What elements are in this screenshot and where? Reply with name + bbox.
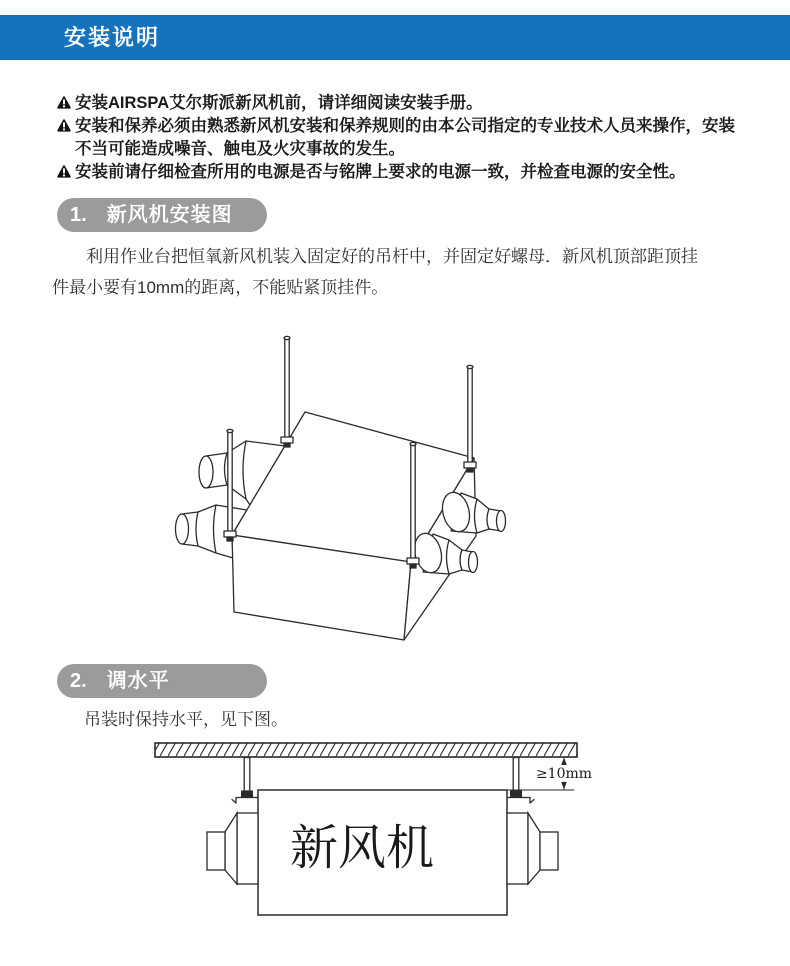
dimension-label: ≥10mm [535, 766, 593, 782]
section-title: 新风机安装图 [106, 204, 233, 226]
section-pill-1 [57, 198, 267, 232]
warning-text: 安装前请仔细检查所用的电源是否与铭牌上要求的电源一致，并检查电源的安全性。 [75, 163, 686, 181]
section-pill-2 [57, 664, 267, 698]
leveling-diagram [140, 737, 600, 965]
duct-connector-right [507, 813, 558, 884]
ceiling-hatch [155, 743, 577, 757]
warning-text: 安装和保养必须由熟悉新风机安装和保养规则的由本公司指定的专业技术人员来操作，安装不当可能造成噪音、触电及火灾事故的发生。 [75, 117, 735, 158]
warning-triangle-icon [57, 165, 71, 178]
section-body: 吊装时保持水平，见下图。 [84, 710, 288, 729]
warning-item [57, 115, 743, 161]
section-number: 1. [70, 204, 87, 226]
hanging-rod [281, 336, 293, 447]
warning-triangle-icon [57, 96, 71, 109]
warning-list [57, 92, 743, 184]
warning-triangle-icon [57, 119, 71, 132]
page-title: 安装说明 [64, 25, 161, 50]
warning-text: 安装AIRSPA艾尔斯派新风机前，请详细阅读安装手册。 [75, 94, 483, 112]
duct-connector-left [207, 813, 258, 884]
section-number: 2. [70, 670, 87, 692]
section-title: 调水平 [106, 670, 170, 692]
warning-item [57, 92, 743, 115]
installation-diagram [140, 332, 580, 657]
warning-item [57, 161, 743, 184]
fresh-air-unit-label: 新风机 [289, 820, 435, 876]
section-body: 利用作业台把恒氧新风机装入固定好的吊杆中，并固定好螺母．新风机顶部距顶挂件最小要有10mm的距离，不能贴紧顶挂件。 [52, 247, 698, 297]
header-bar [0, 15, 790, 60]
